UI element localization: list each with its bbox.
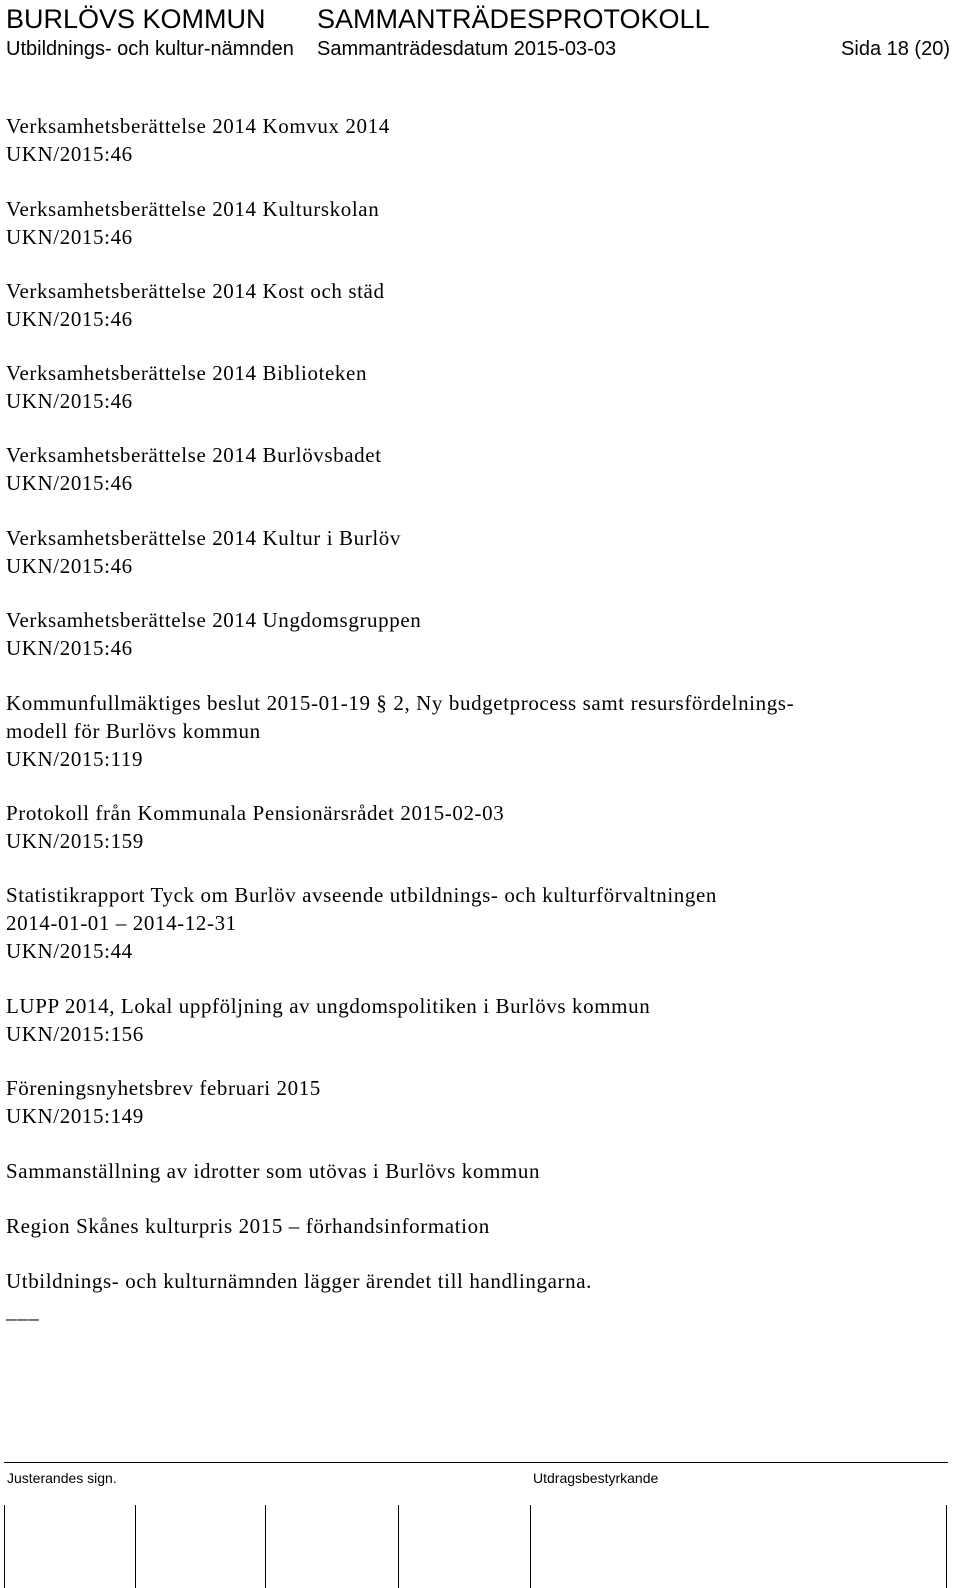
item-title: Verksamhetsberättelse 2014 Kultur i Burlöv xyxy=(6,526,401,550)
item-reference: UKN/2015:46 xyxy=(6,554,133,578)
signature-cell-divider xyxy=(946,1505,947,1588)
department-name: Utbildnings- och kultur-nämnden xyxy=(6,38,294,60)
item-reference: UKN/2015:46 xyxy=(6,307,133,331)
item-reference: UKN/2015:149 xyxy=(6,1104,144,1128)
list-item xyxy=(6,195,379,251)
document-title: SAMMANTRÄDESPROTOKOLL xyxy=(317,4,710,34)
list-item xyxy=(6,524,401,580)
utdragsbestyrkande-label: Utdragsbestyrkande xyxy=(533,1470,659,1486)
item-reference: UKN/2015:119 xyxy=(6,747,144,771)
item-reference: UKN/2015:46 xyxy=(6,225,133,249)
item-title: Region Skånes kulturpris 2015 – förhandsinformation xyxy=(6,1214,490,1238)
decision-text xyxy=(6,1267,592,1295)
meeting-date: Sammanträdesdatum 2015-03-03 xyxy=(317,38,617,60)
list-item xyxy=(6,1074,321,1130)
list-item xyxy=(6,881,717,965)
signature-cell-divider xyxy=(4,1505,5,1588)
item-title: Verksamhetsberättelse 2014 Kost och städ xyxy=(6,279,385,303)
list-item xyxy=(6,799,504,855)
list-item xyxy=(6,606,421,662)
item-reference: UKN/2015:46 xyxy=(6,636,133,660)
item-reference: UKN/2015:46 xyxy=(6,389,133,413)
item-reference: UKN/2015:159 xyxy=(6,829,144,853)
item-title: Utbildnings- och kulturnämnden lägger ärendet till handlingarna. xyxy=(6,1269,592,1293)
item-reference: UKN/2015:156 xyxy=(6,1022,144,1046)
section-separator: ___ xyxy=(6,1299,40,1323)
list-item xyxy=(6,992,650,1048)
list-item xyxy=(6,441,382,497)
item-title: LUPP 2014, Lokal uppföljning av ungdomspolitiken i Burlövs kommun xyxy=(6,994,651,1018)
item-title: Kommunfullmäktiges beslut 2015-01-19 § 2, Ny budgetprocess samt resursfördelnings- xyxy=(6,691,795,715)
item-title-continued: modell för Burlövs kommun xyxy=(6,719,261,743)
list-item xyxy=(6,689,794,773)
item-title: Verksamhetsberättelse 2014 Komvux 2014 xyxy=(6,114,390,138)
item-title: Statistikrapport Tyck om Burlöv avseende utbildnings- och kulturförvaltningen xyxy=(6,883,717,907)
page-number: Sida 18 (20) xyxy=(841,38,950,60)
item-title: Verksamhetsberättelse 2014 Burlövsbadet xyxy=(6,443,382,467)
item-title: Föreningsnyhetsbrev februari 2015 xyxy=(6,1076,321,1100)
item-reference: UKN/2015:44 xyxy=(6,939,133,963)
item-title-continued: 2014-01-01 – 2014-12-31 xyxy=(6,911,237,935)
item-title: Verksamhetsberättelse 2014 Kulturskolan xyxy=(6,197,380,221)
item-reference: UKN/2015:46 xyxy=(6,142,133,166)
signature-cell-divider xyxy=(135,1505,136,1588)
list-item xyxy=(6,277,385,333)
list-item xyxy=(6,359,367,415)
signature-cell-divider xyxy=(530,1505,531,1588)
list-item xyxy=(6,1157,540,1185)
list-item xyxy=(6,1212,490,1240)
item-title: Sammanställning av idrotter som utövas i Burlövs kommun xyxy=(6,1159,541,1183)
list-item xyxy=(6,112,390,168)
justerandes-sign-label: Justerandes sign. xyxy=(7,1470,117,1486)
signature-footer xyxy=(4,1462,948,1588)
item-title: Verksamhetsberättelse 2014 Ungdomsgruppen xyxy=(6,608,422,632)
item-title: Verksamhetsberättelse 2014 Biblioteken xyxy=(6,361,368,385)
signature-cell-divider xyxy=(398,1505,399,1588)
item-reference: UKN/2015:46 xyxy=(6,471,133,495)
signature-cell-divider xyxy=(265,1505,266,1588)
item-title: Protokoll från Kommunala Pensionärsrådet 2015-02-03 xyxy=(6,801,505,825)
organization-name: BURLÖVS KOMMUN xyxy=(6,4,266,34)
